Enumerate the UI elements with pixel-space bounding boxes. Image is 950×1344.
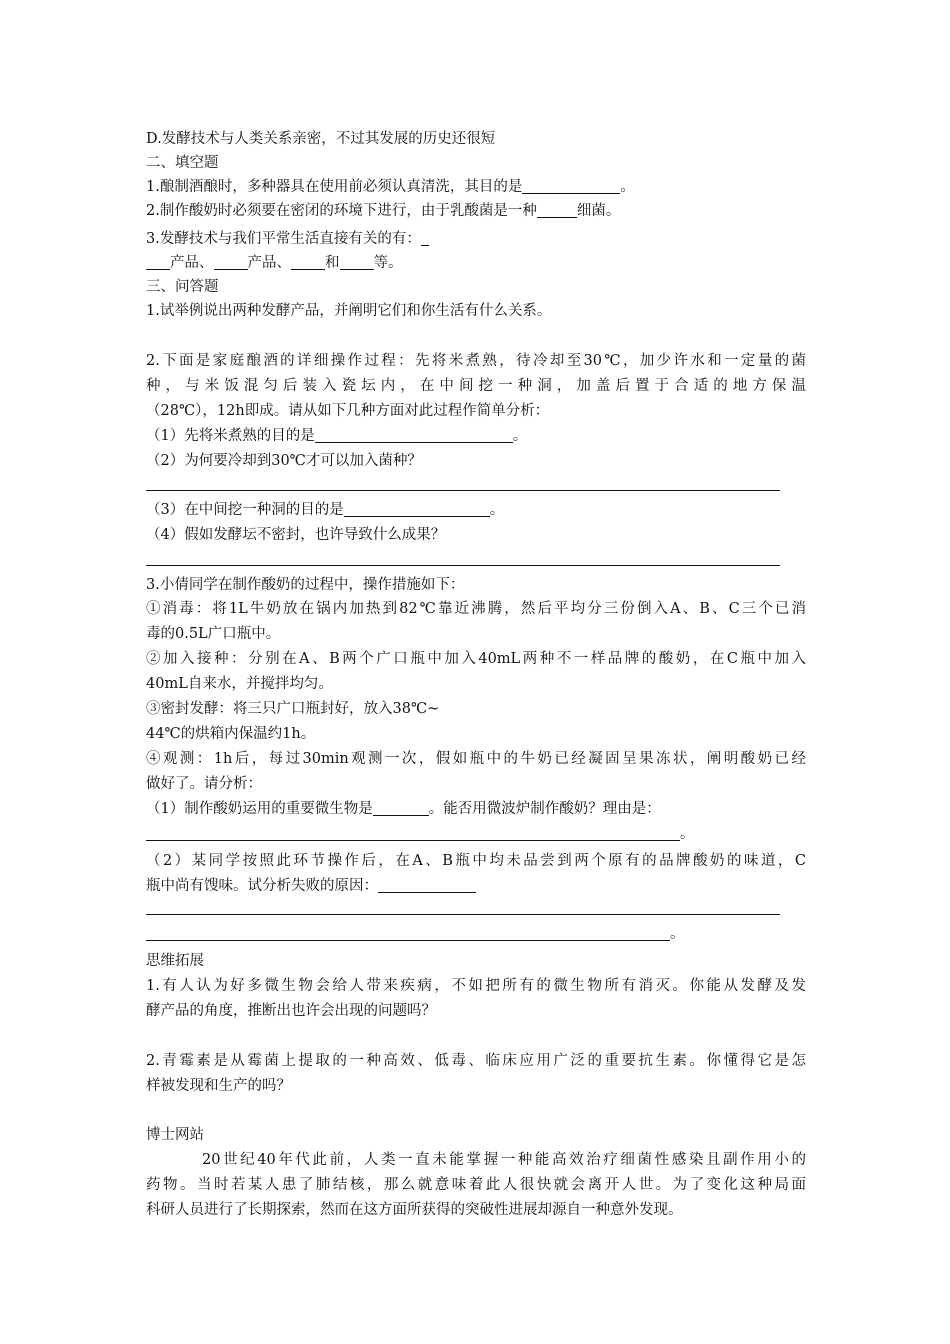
fill-question-3: 3.发酵技术与我们平常生活直接有关的有： xyxy=(146,229,429,249)
option-d-line: D.发酵技术与人类关系亲密，不过其发展的历史还很短 xyxy=(146,131,496,147)
answer-blank[interactable] xyxy=(522,178,620,194)
website-paragraph-line: 20世纪40年代此前，人类一直未能掌握一种能高效治疗细菌性感染且副作用小的 xyxy=(202,1152,806,1168)
website-paragraph-line: 药物。当时若某人患了肺结核，那么就意味着此人很快就会离开人世。为了变化这种局面 xyxy=(146,1177,806,1193)
q3-sub-2-cont: 瓶中尚有馊味。试分析失败的原因： xyxy=(146,876,476,896)
q3-step-4-cont: 做好了。请分析： xyxy=(146,776,262,792)
answer-blank[interactable] xyxy=(378,877,476,893)
answer-blank[interactable] xyxy=(373,800,429,816)
q2-sub-1: （1）先将米煮熟的目的是 。 xyxy=(146,428,528,444)
thinking-heading: 思维拓展 xyxy=(146,953,204,969)
section-qa-heading: 三、问答题 xyxy=(146,279,219,295)
q3-step-1-cont: 毒的0.5L广口瓶中。 xyxy=(146,626,281,642)
answer-blank[interactable] xyxy=(146,825,680,841)
q3-step-2: ②加入接种：分别在A、B两个广口瓶中加入40mL两种不一样品牌的酸奶，在C瓶中加入 xyxy=(146,651,806,667)
answer-blank[interactable] xyxy=(315,427,513,443)
q3-step-2-cont: 40mL自来水，并搅拌均匀。 xyxy=(146,676,333,692)
thinking-question-2-cont: 样被发现和生产的吗？ xyxy=(146,1078,291,1094)
qa-question-1: 1.试举例说出两种发酵产品，并阐明它们和你生活有什么关系。 xyxy=(146,303,552,319)
fill-question-3-cont: 产品、 产品、 和 等。 xyxy=(146,253,403,273)
q3-step-1: ①消毒：将1L牛奶放在锅内加热到82℃靠近沸腾，然后平均分三份倒入A、B、C三个已消 xyxy=(146,601,806,617)
q3-sub-1: （1）制作酸奶运用的重要微生物是 。能否用微波炉制作酸奶？理由是： xyxy=(146,801,661,817)
answer-blank[interactable] xyxy=(146,925,670,941)
q2-sub-4: （4）假如发酵坛不密封，也许导致什么成果？ xyxy=(146,527,446,543)
thinking-question-2: 2.青霉素是从霉菌上提取的一种高效、低毒、临床应用广泛的重要抗生素。你懂得它是怎 xyxy=(146,1053,806,1069)
answer-blank[interactable] xyxy=(340,254,374,270)
qa-question-3: 3.小倩同学在制作酸奶的过程中，操作措施如下： xyxy=(146,577,465,593)
answer-line[interactable] xyxy=(146,565,780,566)
answer-line[interactable] xyxy=(146,490,780,491)
answer-blank[interactable] xyxy=(214,254,248,270)
q3-sub-2-answer: 。 xyxy=(146,924,685,944)
q2-sub-2: （2）为何要冷却到30℃才可以加入菌种？ xyxy=(146,453,422,469)
section-fill-blank-heading: 二、填空题 xyxy=(146,155,219,171)
answer-blank[interactable] xyxy=(344,501,490,517)
q2-sub-3: （3）在中间挖一种洞的目的是 。 xyxy=(146,502,505,518)
answer-blank[interactable] xyxy=(537,202,577,218)
answer-blank[interactable] xyxy=(421,230,429,246)
q3-sub-2: （2）某同学按照此环节操作后，在A、B瓶中均未品尝到两个原有的品牌酸奶的味道，C xyxy=(146,853,806,869)
thinking-question-1: 1.有人认为好多微生物会给人带来疾病，不如把所有的微生物所有消灭。你能从发酵及发 xyxy=(146,978,806,994)
fill-question-2: 2.制作酸奶时必须要在密闭的环境下进行，由于乳酸菌是一种 细菌。 xyxy=(146,203,621,219)
q3-step-3: ③密封发酵：将三只广口瓶封好，放入38℃~ xyxy=(146,701,440,717)
website-paragraph-line: 科研人员进行了长期探索，然而在这方面所获得的突破性进展却源自一种意外发现。 xyxy=(146,1202,683,1218)
qa-question-2: 2.下面是家庭酿酒的详细操作过程：先将米煮熟，待冷却至30℃，加少许水和一定量的菌 xyxy=(146,353,806,369)
qa-question-2-cont: （28℃），12h即成。请从如下几种方面对此过程作简单分析： xyxy=(146,403,550,419)
q3-step-4: ④观测：1h后，每过30min观测一次，假如瓶中的牛奶已经凝固呈果冻状，阐明酸奶已经 xyxy=(146,751,806,767)
doctor-website-heading: 博士网站 xyxy=(146,1127,204,1143)
q3-step-3-cont: 44℃的烘箱内保温约1h。 xyxy=(146,726,316,742)
answer-blank[interactable] xyxy=(291,254,325,270)
thinking-question-1-cont: 酵产品的角度，推断出也许会出现的问题吗？ xyxy=(146,1003,436,1019)
answer-line[interactable] xyxy=(146,914,780,915)
q3-sub-1-answer: 。 xyxy=(146,824,695,844)
answer-blank[interactable] xyxy=(146,254,170,270)
fill-question-1: 1.酿制酒酿时，多种器具在使用前必须认真清洗，其目的是 。 xyxy=(146,179,635,195)
qa-question-2-cont: 种，与米饭混匀后装入瓷坛内，在中间挖一种洞，加盖后置于合适的地方保温 xyxy=(146,378,806,394)
